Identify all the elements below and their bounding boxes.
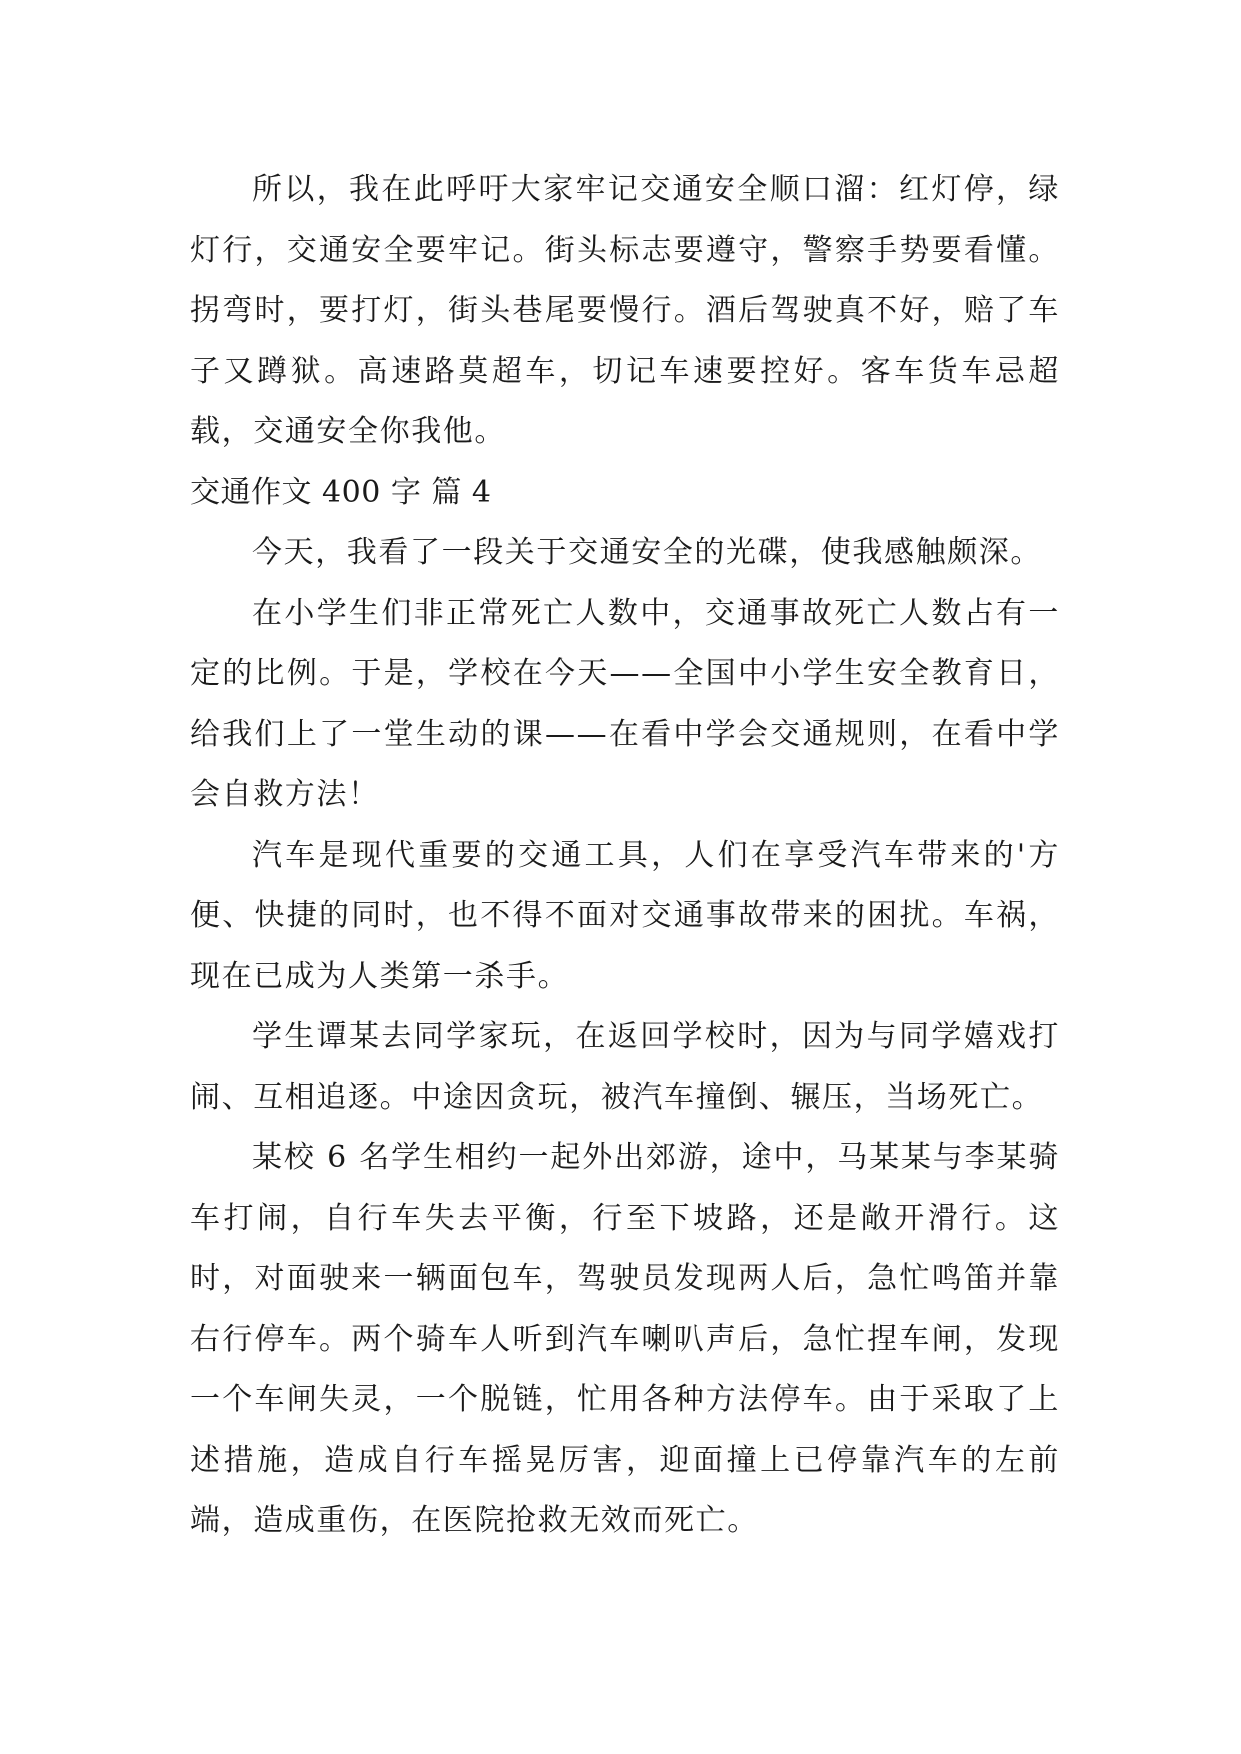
paragraph-5: 某校 6 名学生相约一起外出郊游，途中，马某某与李某骑车打闹，自行车失去平衡，行至下坡路，还是敞开滑行。这时，对面驶来一辆面包车，驾驶员发现两人后，急忙鸣笛并靠右行停车。两个骑车人听到汽车喇叭声后，急忙捏车闸，发现一个车闸失灵，一个脱链，忙用各种方法停车。由于采取了上述措施，造成自行车摇晃厉害，迎面撞上已停靠汽车的左前端，造成重伤，在医院抢救无效而死亡。 (190, 1140, 1060, 1538)
paragraph-1: 今天，我看了一段关于交通安全的光碟，使我感触颇深。 (252, 535, 1042, 570)
paragraph-2: 在小学生们非正常死亡人数中，交通事故死亡人数占有一定的比例。于是，学校在今天——全国中小学生安全教育日，给我们上了一堂生动的课——在看中学会交通规则，在看中学会自救方法！ (190, 595, 1060, 812)
section-title: 交通作文 400 字 篇 4 (190, 474, 492, 510)
paragraph-3: 汽车是现代重要的交通工具，人们在享受汽车带来的'方便、快捷的同时，也不得不面对交通事故带来的困扰。车祸，现在已成为人类第一杀手。 (190, 837, 1060, 994)
paragraph-4: 学生谭某去同学家玩，在返回学校时，因为与同学嬉戏打闹、互相追逐。中途因贪玩，被汽车撞倒、辗压，当场死亡。 (190, 1019, 1060, 1115)
document-page (190, 160, 1060, 1552)
paragraph-slogan: 所以，我在此呼吁大家牢记交通安全顺口溜：红灯停，绿灯行，交通安全要牢记。街头标志要遵守，警察手势要看懂。拐弯时，要打灯，街头巷尾要慢行。酒后驾驶真不好，赔了车子又蹲狱。高速路莫超车，切记车速要控好。客车货车忌超载，交通安全你我他。 (190, 172, 1060, 449)
